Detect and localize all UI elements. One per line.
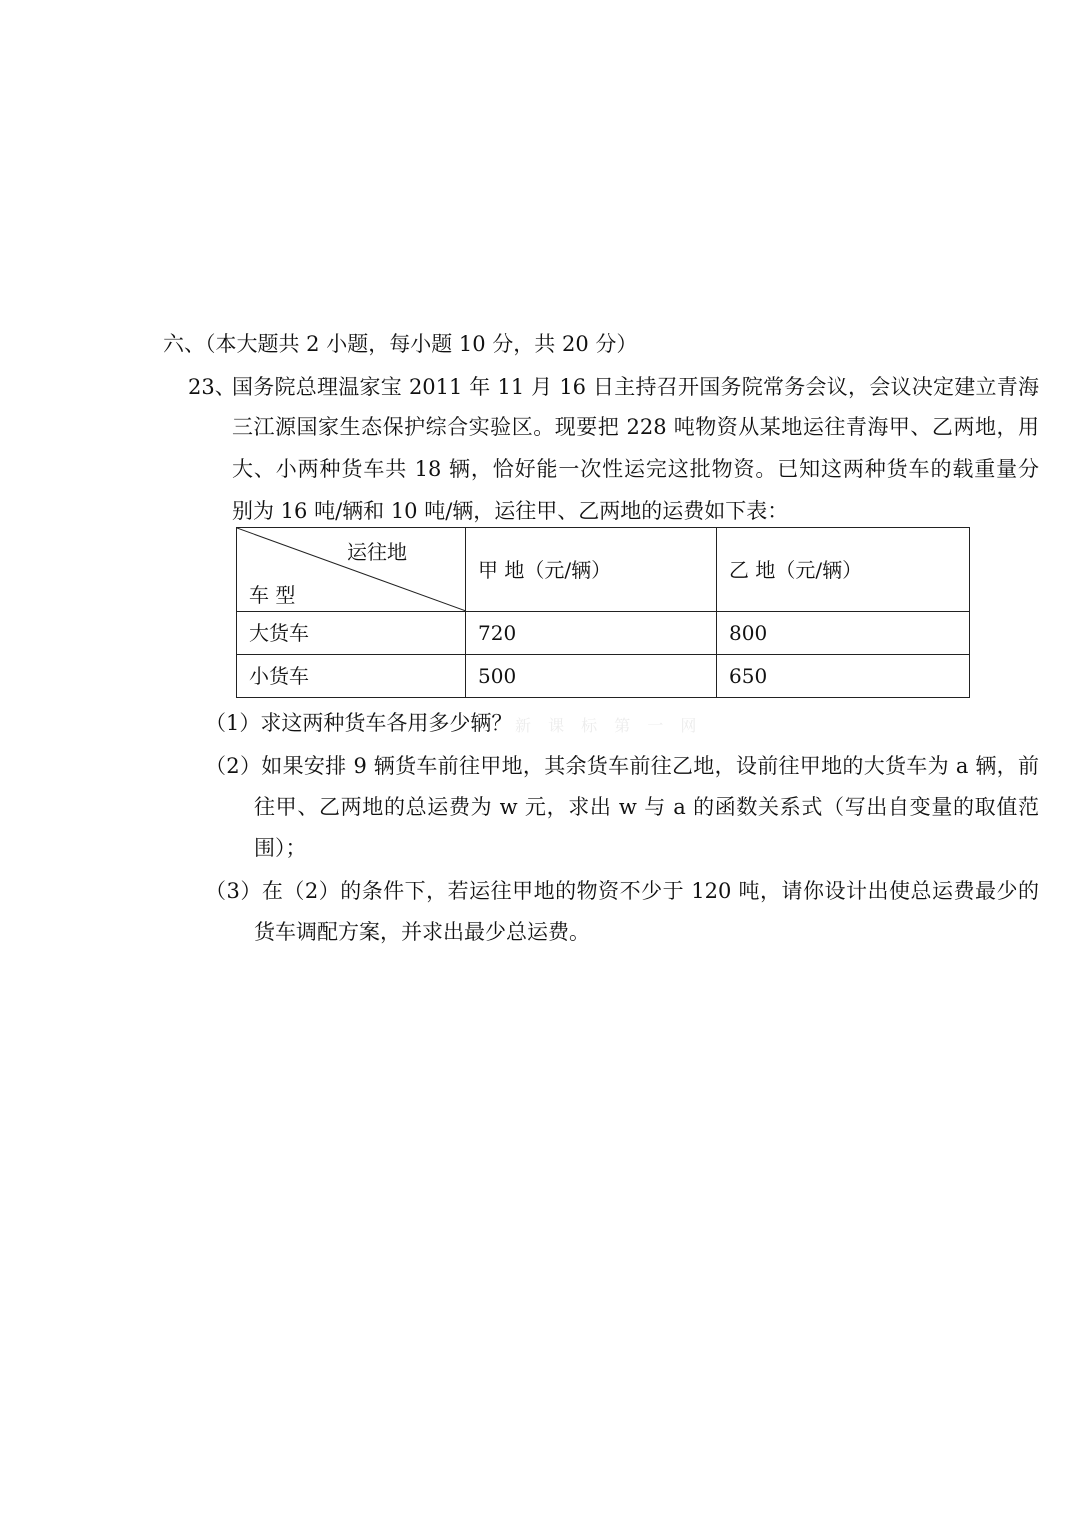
table-header-row (237, 528, 970, 612)
part-3-line-2: 货车调配方案，并求出最少总运费。 (254, 920, 590, 944)
table-row (237, 612, 970, 655)
cell-small-jia: 500 (466, 655, 717, 698)
column-header-jia: 甲 地（元/辆） (466, 528, 717, 612)
question-number: 23、 (188, 375, 236, 399)
corner-column-label: 运往地 (347, 540, 407, 564)
table-corner-cell (237, 528, 466, 612)
column-header-yi: 乙 地（元/辆） (717, 528, 970, 612)
cell-small-yi: 650 (717, 655, 970, 698)
cell-large-yi: 800 (717, 612, 970, 655)
row-label-large-truck: 大货车 (237, 612, 466, 655)
watermark: 新 课 标 第 一 网 (515, 716, 703, 735)
row-label-small-truck: 小货车 (237, 655, 466, 698)
part-2-line-1: （2）如果安排 9 辆货车前往甲地，其余货车前往乙地，设前往甲地的大货车为 a 辆，前 (205, 754, 1039, 778)
cell-large-jia: 720 (466, 612, 717, 655)
part-2-line-3: 围）； (254, 836, 307, 860)
part-2-line-2: 往甲、乙两地的总运费为 w 元，求出 w 与 a 的函数关系式（写出自变量的取值范 (254, 795, 1039, 819)
question-stem-line-2: 三江源国家生态保护综合实验区。现要把 228 吨物资从某地运往青海甲、乙两地，用 (232, 415, 1039, 439)
question-stem-line-3: 大、小两种货车共 18 辆，恰好能一次性运完这批物资。已知这两种货车的载重量分 (232, 457, 1039, 481)
part-3-line-1: （3）在（2）的条件下，若运往甲地的物资不少于 120 吨，请你设计出使总运费最少的 (205, 879, 1039, 903)
question-stem-line-4: 别为 16 吨/辆和 10 吨/辆，运往甲、乙两地的运费如下表： (232, 499, 789, 523)
corner-row-label: 车 型 (249, 583, 296, 607)
section-heading: 六、（本大题共 2 小题，每小题 10 分，共 20 分） (163, 332, 638, 356)
part-1-line-1: （1）求这两种货车各用多少辆？ (205, 711, 513, 735)
table-row (237, 655, 970, 698)
question-stem-line-1: 国务院总理温家宝 2011 年 11 月 16 日主持召开国务院常务会议，会议决定建立青海 (232, 375, 1039, 399)
freight-table (236, 527, 970, 698)
